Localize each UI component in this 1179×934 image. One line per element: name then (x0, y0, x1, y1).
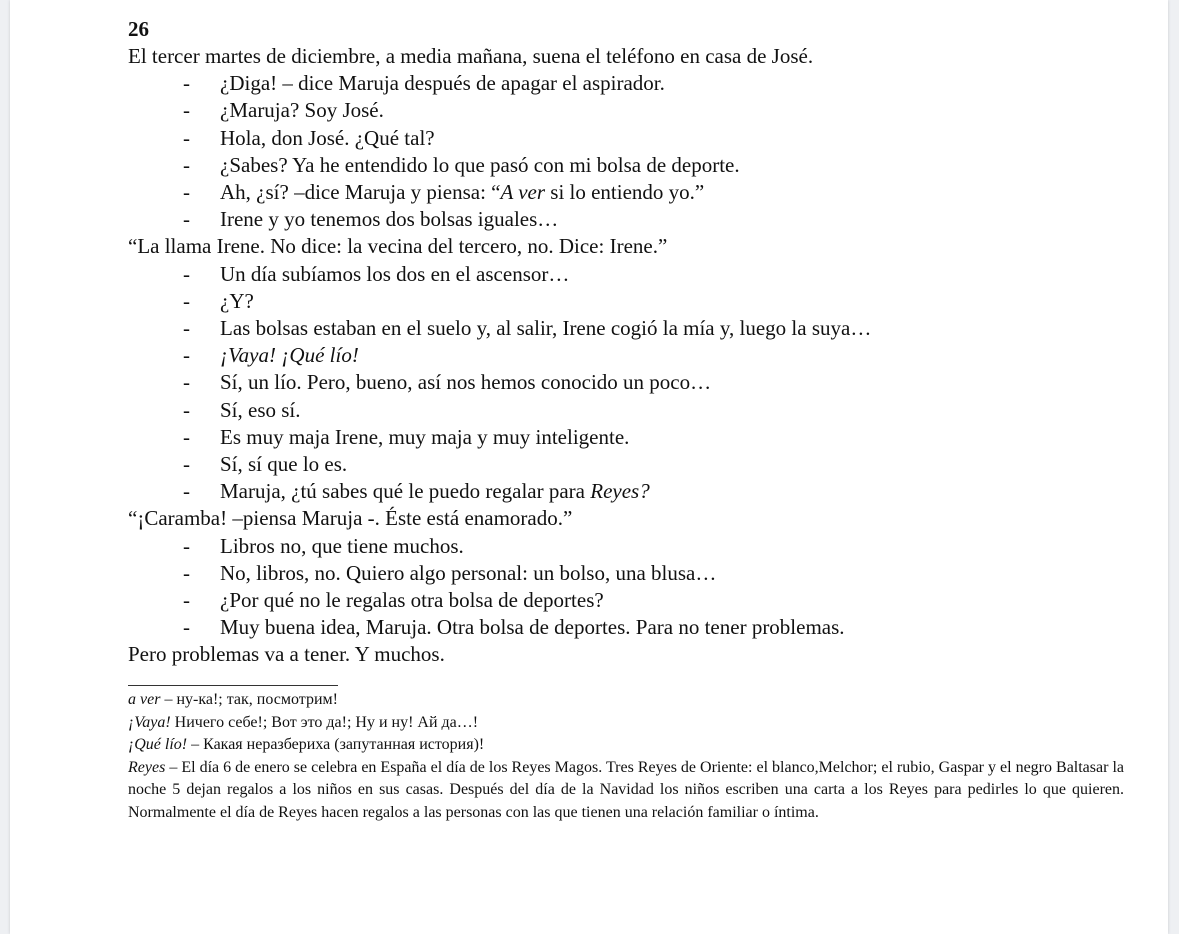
dialogue-line: - Las bolsas estaban en el suelo y, al salir, Irene cogió la mía y, luego la suya… (128, 315, 1128, 342)
footnote: a ver – ну-ка!; так, посмотрим! (128, 691, 338, 708)
narration-line: “¡Caramba! –piensa Maruja -. Éste está enamorado.” (128, 506, 573, 531)
page-number: 26 (128, 17, 149, 41)
dialogue-dash: - (183, 533, 190, 558)
dialogue-dash: - (183, 98, 190, 123)
footnote-term: ¡Vaya! (128, 713, 171, 731)
dialogue-line: - Sí, sí que lo es. (128, 451, 1128, 478)
dialogue-line: - Sí, un lío. Pero, bueno, así nos hemos conocido un poco… (128, 369, 1128, 396)
dialogue-line (128, 342, 1128, 369)
footnotes (128, 689, 1124, 824)
dialogue-line: - ¿Maruja? Soy José. (128, 97, 1128, 124)
dialogue-dash: - (183, 343, 190, 368)
dialogue-line: - Muy buena idea, Maruja. Otra bolsa de deportes. Para no tener problemas. (128, 614, 1128, 641)
dialogue-dash: - (183, 424, 190, 449)
dialogue-line: - ¿Sabes? Ya he entendido lo que pasó con mi bolsa de deporte. (128, 152, 1128, 179)
narration-line: “La llama Irene. No dice: la vecina del tercero, no. Dice: Irene.” (128, 234, 668, 259)
dialogue-line: - ¿Diga! – dice Maruja después de apagar el aspirador. (128, 70, 1128, 97)
italic-term: Reyes? (590, 479, 650, 504)
document-body (128, 16, 1128, 669)
dialogue-dash: - (183, 125, 190, 150)
dialogue-line: - Es muy maja Irene, muy maja y muy inteligente. (128, 424, 1128, 451)
narration-line: El tercer martes de diciembre, a media mañana, suena el teléfono en casa de José. (128, 44, 814, 68)
footnote-term: Reyes (128, 758, 166, 776)
dialogue-dash: - (183, 261, 190, 286)
footnote-separator (128, 685, 338, 686)
dialogue-dash: - (183, 180, 190, 205)
footnote-term: ¡Qué lío! (128, 736, 188, 753)
dialogue-dash: - (183, 370, 190, 395)
dialogue-dash: - (183, 316, 190, 341)
document-page (10, 0, 1168, 934)
dialogue-dash: - (183, 71, 190, 96)
footnote: ¡Vaya! Ничего себе!; Вот это да!; Ну и ну! Ай да…! (128, 713, 479, 731)
dialogue-dash: - (183, 479, 190, 504)
dialogue-dash: - (183, 207, 190, 232)
dialogue-line: - Maruja, ¿tú sabes qué le puedo regalar para Reyes? (128, 478, 1128, 505)
dialogue-line: - Libros no, que tiene muchos. (128, 533, 1128, 560)
dialogue-dash: - (183, 397, 190, 422)
dialogue-line: - Irene y yo tenemos dos bolsas iguales… (128, 206, 1128, 233)
dialogue-line: - No, libros, no. Quiero algo personal: un bolso, una blusa… (128, 560, 1128, 587)
italic-term: ¡Vaya! (220, 343, 276, 368)
italic-term: ¡Qué lío! (281, 343, 359, 368)
italic-term: A ver (500, 180, 546, 205)
dialogue-dash: - (183, 288, 190, 313)
footnote-term: a ver (128, 691, 161, 708)
dialogue-line: - Un día subíamos los dos en el ascensor… (128, 261, 1128, 288)
footnote: Reyes – El día 6 de enero se celebra en España el día de los Reyes Magos. Tres Reyes de Oriente: el blanco,Melchor; el rubio, Gaspar y el negro Baltasar la noche 5 dejan regalos a los niños en sus casas. Después del día de la Navidad los niños escriben una carta a los Reyes para pedirles lo que quieren. Normalmente el día de Reyes hacen regalos a las personas con las que tienen una relación familiar o íntima. (128, 758, 1124, 821)
dialogue-dash: - (183, 615, 190, 640)
narration-line: Pero problemas va a tener. Y muchos. (128, 642, 445, 667)
dialogue-dash: - (183, 152, 190, 177)
dialogue-dash: - (183, 560, 190, 585)
dialogue-line: - Hola, don José. ¿Qué tal? (128, 125, 1128, 152)
dialogue-dash: - (183, 452, 190, 477)
dialogue-line: - Ah, ¿sí? –dice Maruja y piensa: “A ver si lo entiendo yo.” (128, 179, 1128, 206)
dialogue-dash: - (183, 588, 190, 613)
dialogue-line: - ¿Y? (128, 288, 1128, 315)
footnote: ¡Qué lío! – Какая неразбериха (запутанная история)! (128, 736, 485, 753)
dialogue-line: - ¿Por qué no le regalas otra bolsa de deportes? (128, 587, 1128, 614)
dialogue-line: - Sí, eso sí. (128, 397, 1128, 424)
